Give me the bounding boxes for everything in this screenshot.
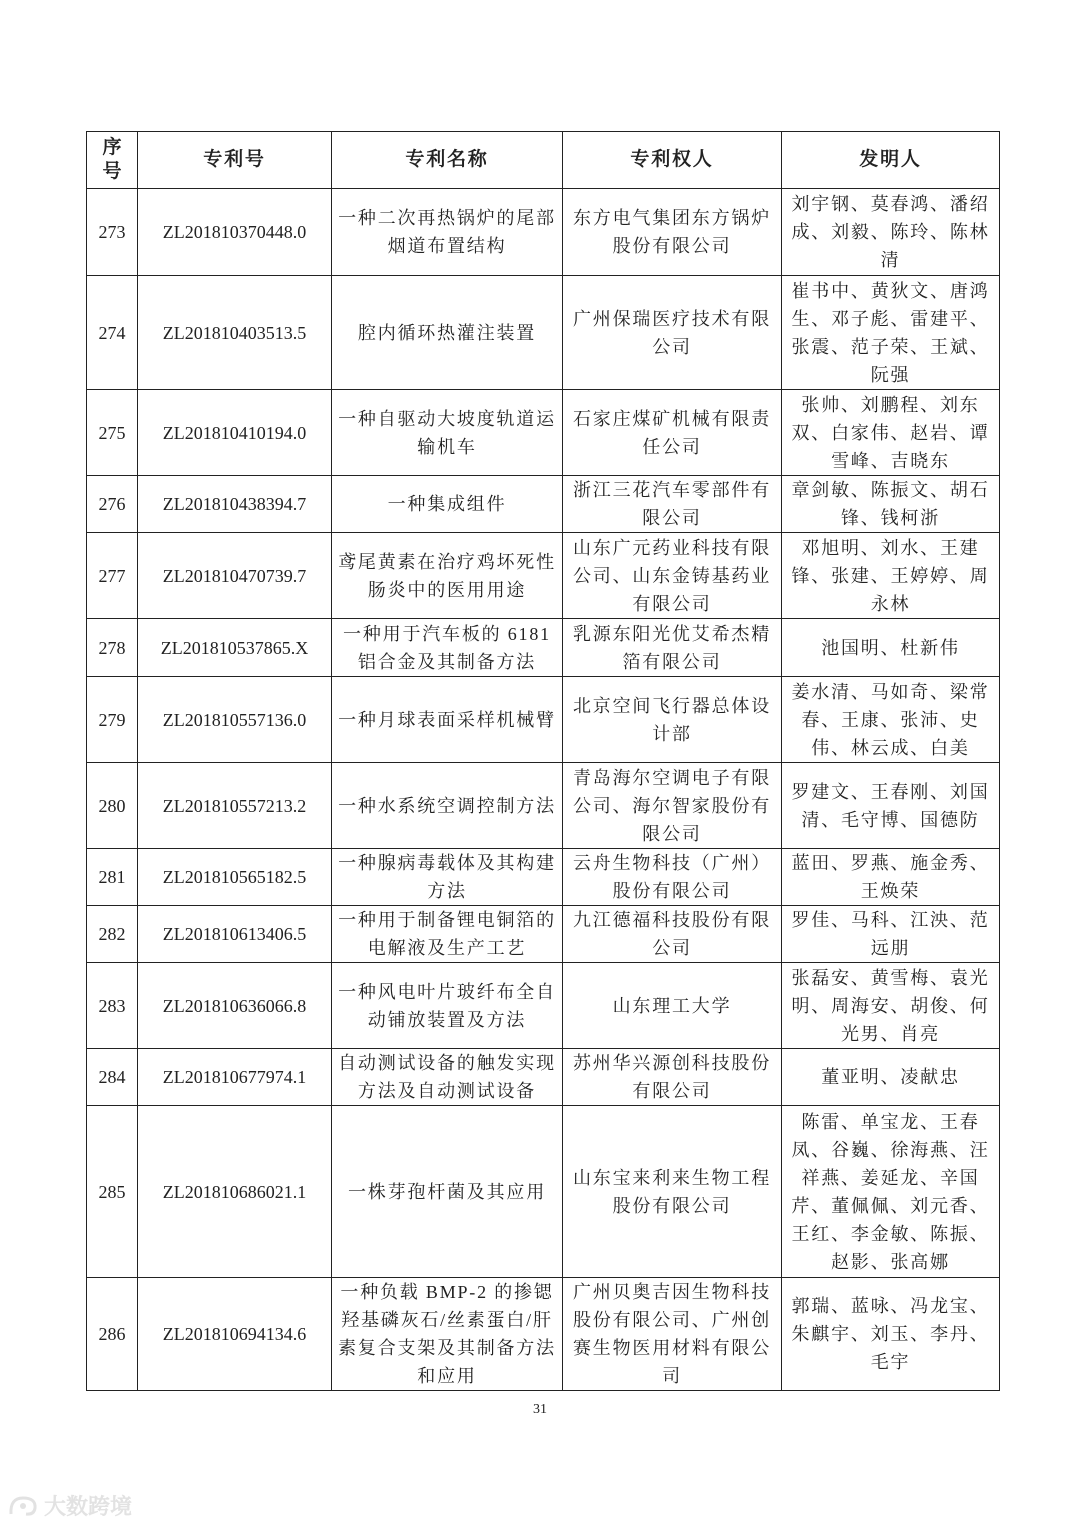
table-row: [87, 763, 1000, 849]
cell-seq: 274: [87, 276, 138, 390]
cell-seq: 280: [87, 763, 138, 849]
cell-owner: 山东广元药业科技有限公司、山东金铸基药业有限公司: [563, 533, 782, 619]
cell-inventors: 张磊安、黄雪梅、袁光明、周海安、胡俊、何光男、肖亮: [782, 963, 1000, 1049]
cell-inventors: 张帅、刘鹏程、刘东双、白家伟、赵岩、谭雪峰、吉晓东: [782, 390, 1000, 476]
watermark: [8, 1490, 132, 1521]
cell-inventors: 崔书中、黄狄文、唐鸿生、邓子彪、雷建平、张震、范子荣、王斌、阮强: [782, 276, 1000, 390]
cell-name: 一种集成组件: [332, 476, 563, 533]
header-patent-no: 专利号: [138, 132, 332, 189]
cell-name: 一种腺病毒载体及其构建方法: [332, 849, 563, 906]
patent-table: [86, 131, 1000, 1391]
cell-patent-no: ZL201810438394.7: [138, 476, 332, 533]
cell-owner: 山东宝来利来生物工程股份有限公司: [563, 1106, 782, 1278]
table-row: [87, 276, 1000, 390]
cell-seq: 277: [87, 533, 138, 619]
cell-inventors: 陈雷、单宝龙、王春凤、谷巍、徐海燕、汪祥燕、姜延龙、辛国芹、董佩佩、刘元香、王红、李金敏、陈振、赵影、张高娜: [782, 1106, 1000, 1278]
cell-name: 一种月球表面采样机械臂: [332, 677, 563, 763]
table-row: [87, 1106, 1000, 1278]
cell-inventors: 池国明、杜新伟: [782, 619, 1000, 677]
cell-owner: 乳源东阳光优艾希杰精箔有限公司: [563, 619, 782, 677]
cell-inventors: 董亚明、凌献忠: [782, 1049, 1000, 1106]
cell-patent-no: ZL201810410194.0: [138, 390, 332, 476]
cell-owner: 山东理工大学: [563, 963, 782, 1049]
cell-seq: 286: [87, 1278, 138, 1391]
table-row: [87, 533, 1000, 619]
cell-seq: 281: [87, 849, 138, 906]
table-row: [87, 619, 1000, 677]
watermark-logo-icon: [8, 1494, 38, 1518]
cell-inventors: 刘宇钢、莫春鸿、潘绍成、刘毅、陈玲、陈林清: [782, 189, 1000, 276]
cell-name: 一种风电叶片玻纤布全自动铺放装置及方法: [332, 963, 563, 1049]
cell-seq: 275: [87, 390, 138, 476]
cell-inventors: 姜水清、马如奇、梁常春、王康、张沛、史伟、林云成、白美: [782, 677, 1000, 763]
cell-inventors: 罗佳、马科、江泱、范远朋: [782, 906, 1000, 963]
table-row: [87, 963, 1000, 1049]
cell-name: 腔内循环热灌注装置: [332, 276, 563, 390]
cell-patent-no: ZL201810470739.7: [138, 533, 332, 619]
cell-owner: 云舟生物科技（广州）股份有限公司: [563, 849, 782, 906]
table-row: [87, 1049, 1000, 1106]
table-row: [87, 1278, 1000, 1391]
cell-name: 一种水系统空调控制方法: [332, 763, 563, 849]
cell-patent-no: ZL201810686021.1: [138, 1106, 332, 1278]
cell-name: 一种用于汽车板的 6181 铝合金及其制备方法: [332, 619, 563, 677]
cell-owner: 广州贝奥吉因生物科技股份有限公司、广州创赛生物医用材料有限公司: [563, 1278, 782, 1391]
header-seq: 序号: [87, 132, 138, 189]
cell-seq: 273: [87, 189, 138, 276]
header-owner: 专利权人: [563, 132, 782, 189]
cell-seq: 285: [87, 1106, 138, 1278]
cell-owner: 广州保瑞医疗技术有限公司: [563, 276, 782, 390]
cell-owner: 浙江三花汽车零部件有限公司: [563, 476, 782, 533]
cell-name: 一种二次再热锅炉的尾部烟道布置结构: [332, 189, 563, 276]
table-row: [87, 189, 1000, 276]
cell-patent-no: ZL201810557136.0: [138, 677, 332, 763]
cell-patent-no: ZL201810370448.0: [138, 189, 332, 276]
cell-inventors: 章剑敏、陈振文、胡石锋、钱柯浙: [782, 476, 1000, 533]
cell-inventors: 蓝田、罗燕、施金秀、王焕荣: [782, 849, 1000, 906]
cell-owner: 苏州华兴源创科技股份有限公司: [563, 1049, 782, 1106]
cell-seq: 276: [87, 476, 138, 533]
cell-patent-no: ZL201810694134.6: [138, 1278, 332, 1391]
cell-patent-no: ZL201810636066.8: [138, 963, 332, 1049]
cell-inventors: 郭瑞、蓝咏、冯龙宝、朱麒宇、刘玉、李丹、毛宇: [782, 1278, 1000, 1391]
cell-owner: 石家庄煤矿机械有限责任公司: [563, 390, 782, 476]
cell-owner: 东方电气集团东方锅炉股份有限公司: [563, 189, 782, 276]
cell-inventors: 邓旭明、刘水、王建锋、张建、王婷婷、周永林: [782, 533, 1000, 619]
table-row: [87, 390, 1000, 476]
cell-name: 一种自驱动大坡度轨道运输机车: [332, 390, 563, 476]
table-row: [87, 476, 1000, 533]
cell-inventors: 罗建文、王春刚、刘国清、毛守博、国德防: [782, 763, 1000, 849]
page-number: 31: [533, 1402, 547, 1417]
cell-name: 鸢尾黄素在治疗鸡坏死性肠炎中的医用用途: [332, 533, 563, 619]
cell-name: 一株芽孢杆菌及其应用: [332, 1106, 563, 1278]
cell-patent-no: ZL201810613406.5: [138, 906, 332, 963]
table-row: [87, 677, 1000, 763]
cell-patent-no: ZL201810403513.5: [138, 276, 332, 390]
header-name: 专利名称: [332, 132, 563, 189]
cell-name: 一种用于制备锂电铜箔的电解液及生产工艺: [332, 906, 563, 963]
cell-seq: 279: [87, 677, 138, 763]
cell-owner: 九江德福科技股份有限公司: [563, 906, 782, 963]
table-row: [87, 849, 1000, 906]
cell-patent-no: ZL201810565182.5: [138, 849, 332, 906]
cell-owner: 青岛海尔空调电子有限公司、海尔智家股份有限公司: [563, 763, 782, 849]
cell-name: 一种负载 BMP-2 的掺锶羟基磷灰石/丝素蛋白/肝素复合支架及其制备方法和应用: [332, 1278, 563, 1391]
cell-seq: 284: [87, 1049, 138, 1106]
table-header-row: [87, 132, 1000, 189]
cell-seq: 278: [87, 619, 138, 677]
cell-patent-no: ZL201810677974.1: [138, 1049, 332, 1106]
cell-owner: 北京空间飞行器总体设计部: [563, 677, 782, 763]
header-inventors: 发明人: [782, 132, 1000, 189]
cell-seq: 283: [87, 963, 138, 1049]
cell-name: 自动测试设备的触发实现方法及自动测试设备: [332, 1049, 563, 1106]
watermark-text: 大数跨境: [44, 1495, 133, 1520]
table-row: [87, 906, 1000, 963]
cell-patent-no: ZL201810537865.X: [138, 619, 332, 677]
cell-patent-no: ZL201810557213.2: [138, 763, 332, 849]
cell-seq: 282: [87, 906, 138, 963]
